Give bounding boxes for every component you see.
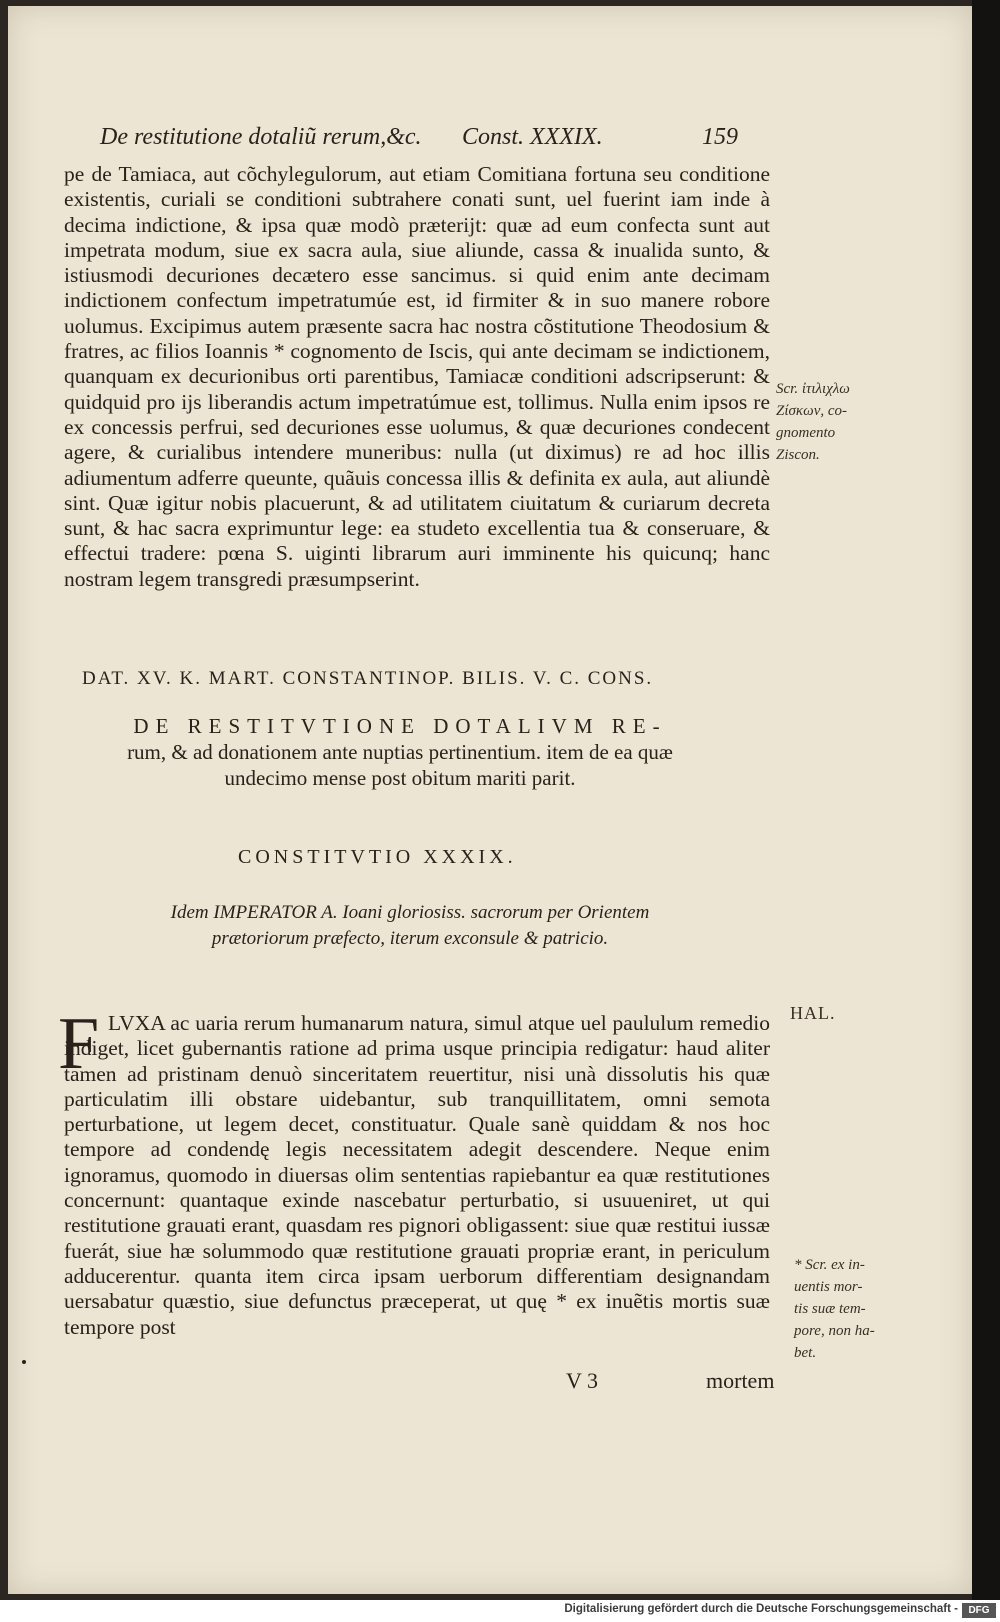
- digitization-footer: [0, 1600, 1000, 1622]
- margin-note-2: HAL.: [790, 1003, 836, 1023]
- date-line: DAT. XV. K. MART. CONSTANTINOP. BILIS. V. C. CONS.: [82, 668, 654, 689]
- page-number: 159: [702, 124, 738, 150]
- scan-border: [972, 0, 1000, 1600]
- drop-cap: F: [58, 1003, 100, 1085]
- constitution-number: Const. XXXIX.: [462, 124, 603, 150]
- margin-note-3: * Scr. ex in- uentis mor- tis suæ tem- pore, non ha- bet.: [794, 1257, 875, 1361]
- section-title-line1: DE RESTITVTIONE DOTALIVM RE-: [133, 714, 667, 738]
- body-paragraph-2-text: LVXA ac uaria rerum humanarum natura, simul atque uel paululum remedio indiget, licet gubernantis ratione ad prima usque principia redigatur: haud aliter tamen ad pristinam denuò sinceritatem reuertitur, nisi unà dissolutis his quæ particulatim illi obstare uidebantur, sub tranquillitatem, omni semota perturbatione, ut legem decet, constituatur. Quale sanè quiddam & nos hoc tempore ad condendę legis necessitatem adegit descendere. Neque enim ignoramus, quomodo in diuersas olim sententias rapiebantur ea quæ restitutiones concernunt: quantaque exinde nascebatur perturbatio, si usuueniret, ut qui restitutione grauati erant, quasdam res pignori obligassent: siue quæ restitui iussæ fuerát, siue hæ solummodo quæ restitutione grauati propriæ erant, in periculum adducerentur. quanta item circa ipsam uerborum differentiam designandam uersabatur quæstio, siue defunctus præceperat, ut quę * ex inuẽtis mortis suæ tempore post: [64, 1011, 770, 1339]
- margin-note-1: Scr. ἰτιλιχλω Ζίσκων, co- gnomento Ziscon.: [776, 381, 850, 463]
- footer-text: Digitalisierung gefördert durch die Deutsche Forschungsgemeinschaft -: [564, 1603, 958, 1615]
- running-header: [100, 124, 740, 158]
- drop-cap-spacer: [64, 1010, 108, 1030]
- dfg-logo: DFG: [962, 1603, 996, 1618]
- catchword: mortem: [706, 1368, 775, 1393]
- address-line: Idem IMPERATOR A. Ioani gloriosiss. sacrorum per Orientem prætoriorum præfecto, iterum exconsule & patricio.: [170, 902, 650, 949]
- section-title: [90, 714, 710, 791]
- body-paragraph-2: [64, 1010, 770, 1340]
- margin-dot: [22, 1360, 26, 1364]
- section-title-line2: rum, & ad donationem ante nuptias pertinentium. item de ea quæ undecimo mense post obitum mariti parit.: [127, 740, 673, 790]
- signature-mark: V 3: [566, 1368, 598, 1393]
- constitutio-heading: CONSTITVTIO XXXIX.: [238, 846, 517, 868]
- body-paragraph-1: pe de Tamiaca, aut cõchylegulorum, aut etiam Comitiana fortuna seu conditione existentis, curiali se conditioni subtrahere conati sunt, uel fuerint iam inde à decima indictione, & ipsa quæ modò præterijt: quæ ad eum confecta sunt aut impetrata modum, siue ex sacra aula, siue aliunde, cassa & inualida sunto, & istiusmodi decuriones decætero esse sancimus. si quid enim ante decimam indictionem confectum impetratumúe est, id firmiter & in suo manere robore uolumus. Excipimus autem præsente sacra hac nostra cõstitutione Theodosium & fratres, ac filios Ioannis * cognomento de Iscis, qui ante decimam se indictionem, quanquam ex decurionibus orti parentibus, Tamiacæ conditioni adscripserunt: & quidquid pro ijs liberandis actum impetratúmue est, tollimus. Nulla enim ipsos re ex concessis perfrui, sed decuriones esse uolumus, & quæ decuriones condecent agere, & curialibus intendere muneribus: nulla (ut diximus) re ad hoc illis adiumentum adferre queunte, quãuis concessa illis & definita ex aula, aut aliundè sint. Quæ igitur nobis placuerunt, & ad utilitatem ciuitatum & curiarum decreta sunt, & hac sacra exprimuntur lege: ea studeto excellentia tua & conseruare, & effectui tradere: pœna S. uiginti librarum auri imminente his quicunq; hanc nostram legem transgredi præsumpserint.: [64, 162, 770, 591]
- running-title: De restitutione dotaliũ rerum,&c.: [100, 124, 422, 150]
